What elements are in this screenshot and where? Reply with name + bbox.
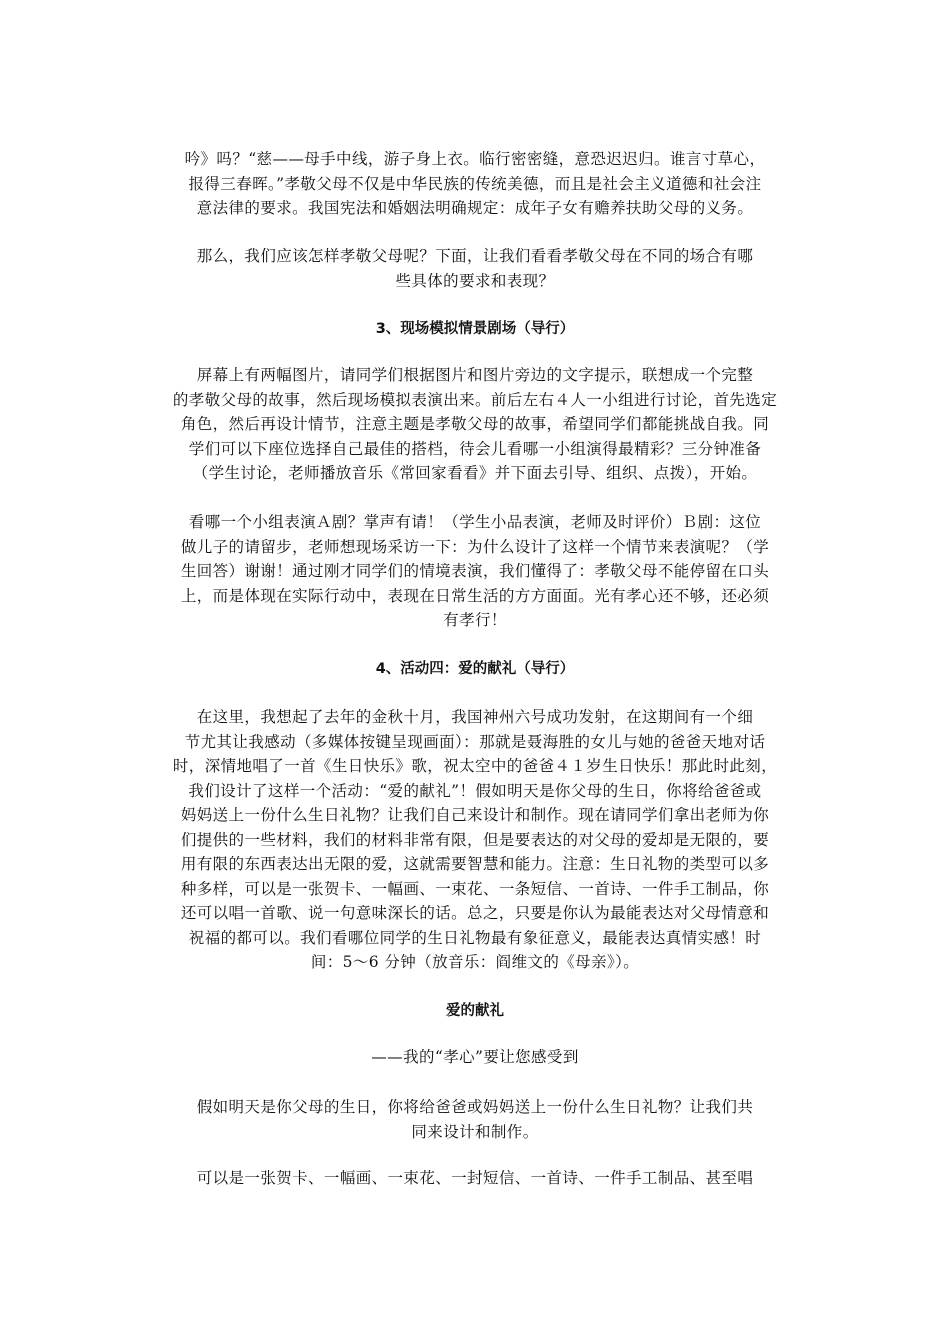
paragraph-gift-options — [160, 1166, 790, 1191]
text-line: 假如明天是你父母的生日，你将给爸爸或妈妈送上一份什么生日礼物？让我们共 — [196, 1098, 754, 1116]
text-line: 间：5～6 分钟（放音乐：阎维文的《母亲》）。 — [310, 953, 640, 971]
text-line: 做儿子的请留步，老师想现场采访一下：为什么设计了这样一个情节来表演呢？（学 — [180, 537, 770, 556]
section-heading-3: 3、现场模拟情景剧场（导行） — [375, 321, 575, 337]
text-line: 有孝行！ — [443, 611, 507, 629]
text-line: 学们可以下座位选择自己最佳的搭档，待会儿看哪一小组演得最精彩？三分钟准备 — [188, 439, 762, 458]
text-line: 意法律的要求。我国宪法和婚姻法明确规定：成年子女有赡养扶助父母的义务。 — [196, 199, 754, 217]
paragraph-filial-law — [160, 147, 790, 221]
text-line: （学生讨论，老师播放音乐《常回家看看》并下面去引导、组织、点拨），开始。 — [192, 464, 758, 482]
text-line: 可以是一张贺卡、一幅画、一束花、一封短信、一首诗、一件手工制品、甚至唱 — [196, 1169, 754, 1187]
paragraph-how-to-respect — [160, 244, 790, 293]
text-line: 屏幕上有两幅图片，请同学们根据图片和图片旁边的文字提示，联想成一个完整 — [196, 366, 754, 384]
paragraph-worksheet-prompt — [160, 1095, 790, 1144]
paragraph-scene-simulation — [160, 363, 790, 486]
worksheet-title: 爱的献礼 — [446, 1003, 504, 1019]
worksheet-subtitle — [160, 1045, 790, 1070]
text-line: 我们设计了这样一个活动：“爱的献礼”！假如明天是你父母的生日，你将给爸爸或 — [188, 781, 762, 800]
paragraph-love-gift-activity — [160, 705, 790, 975]
text-line: 上，而是体现在实际行动中，表现在日常生活的方方面面。光有孝心还不够，还必须 — [180, 586, 770, 605]
text-line: 用有限的东西表达出无限的爱，这就需要智慧和能力。注意：生日礼物的类型可以多 — [180, 855, 770, 873]
text-line: 还可以唱一首歌、说一句意味深长的话。总之，只要是你认为最能表达对父母情意和 — [180, 904, 770, 922]
text-line: 看哪一个小组表演Ａ剧？掌声有请！（学生小品表演，老师及时评价）Ｂ剧：这位 — [188, 513, 762, 531]
text-line: 那么，我们应该怎样孝敬父母呢？下面，让我们看看孝敬父母在不同的场合有哪 — [196, 247, 754, 265]
text-line: 种多样，可以是一张贺卡、一幅画、一束花、一条短信、一首诗、一件手工制品，你 — [180, 879, 770, 898]
text-line: 们提供的一些材料，我们的材料非常有限，但是要表达的对父母的爱却是无限的，要 — [180, 830, 770, 849]
paragraph-performance — [160, 510, 790, 633]
text-line: 妈妈送上一份什么生日礼物？让我们自己来设计和制作。现在请同学们拿出老师为你 — [180, 806, 770, 824]
text-line: 同来设计和制作。 — [411, 1122, 539, 1141]
text-line: 角色，然后再设计情节，注意主题是孝敬父母的故事，希望同学们都能挑战自我。同 — [180, 415, 770, 433]
text-line: ——我的“孝心”要让您感受到 — [371, 1048, 579, 1066]
text-line: 生回答）谢谢！通过刚才同学们的情境表演，我们懂得了：孝敬父母不能停留在口头 — [180, 562, 770, 580]
text-line: 时，深情地唱了一首《生日快乐》歌，祝太空中的爸爸４１岁生日快乐！那此时此刻， — [172, 757, 778, 775]
text-line: 吟》吗？“慈——母手中线，游子身上衣。临行密密缝，意恐迟迟归。谁言寸草心， — [184, 150, 766, 168]
text-line: 在这里，我想起了去年的金秋十月，我国神州六号成功发射，在这期间有一个细 — [196, 708, 754, 726]
text-line: 节尤其让我感动（多媒体按键呈现画面）：那就是聂海胜的女儿与她的爸爸天地对话 — [184, 732, 766, 751]
text-line: 报得三春晖。”孝敬父母不仅是中华民族的传统美德，而且是社会主义道德和社会注 — [188, 174, 762, 193]
text-line: 些具体的要求和表现？ — [395, 271, 555, 290]
section-heading-4: 4、活动四：爱的献礼（导行） — [375, 661, 575, 677]
text-line: 的孝敬父母的故事，然后现场模拟表演出来。前后左右４人一小组进行讨论，首先选定 — [172, 390, 778, 409]
text-line: 祝福的都可以。我们看哪位同学的生日礼物最有象征意义，最能表达真情实感！时 — [188, 928, 762, 947]
